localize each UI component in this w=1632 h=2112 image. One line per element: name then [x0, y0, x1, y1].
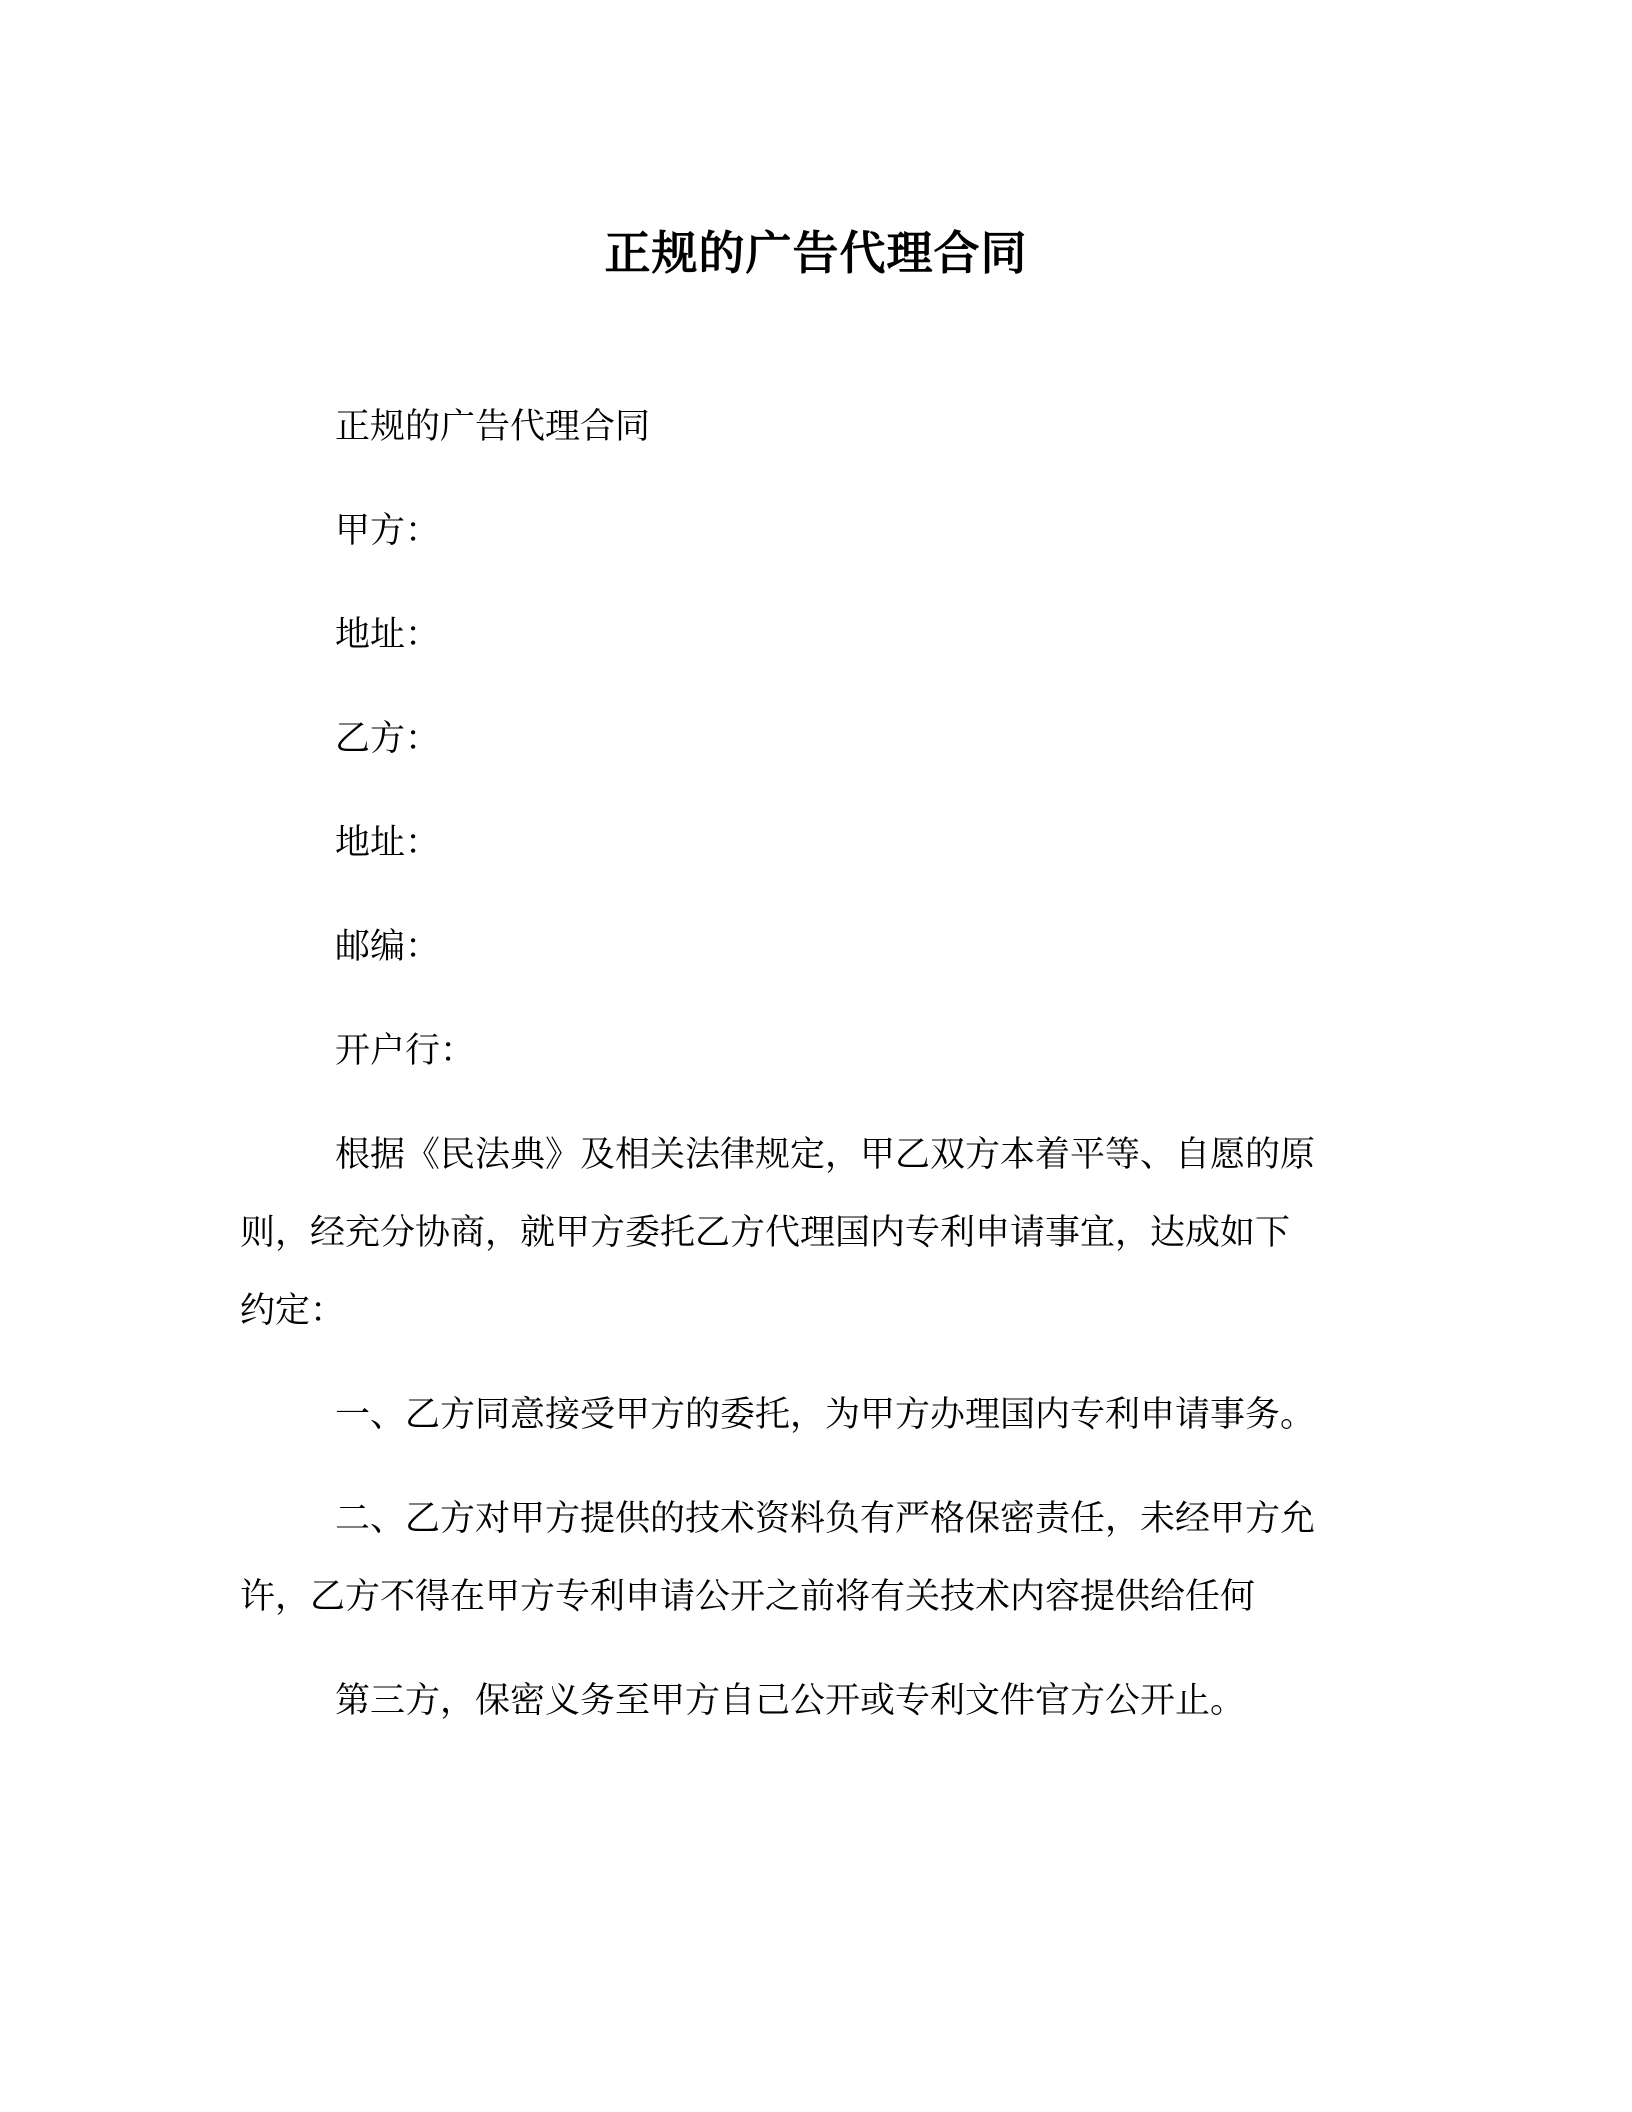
- paragraph-spacer: [240, 1454, 1390, 1480]
- preamble-paragraph: [240, 1116, 1390, 1350]
- preamble-line: 约定：: [240, 1291, 346, 1331]
- party-a-field: 甲方：: [335, 511, 441, 551]
- clause-1: 一、乙方同意接受甲方的委托，为甲方办理国内专利申请事务。: [335, 1395, 1316, 1435]
- clause-2-paragraph: [240, 1480, 1390, 1636]
- postcode-field: 邮编：: [335, 927, 441, 967]
- bank-field: 开户行：: [335, 1031, 476, 1071]
- preamble-line: 则，经充分协商，就甲方委托乙方代理国内专利申请事宜，达成如下: [240, 1213, 1291, 1253]
- preamble-line: 根据《民法典》及相关法律规定，甲乙双方本着平等、自愿的原: [335, 1135, 1316, 1175]
- document-body: [240, 388, 1390, 1740]
- clause-2-line: 二、乙方对甲方提供的技术资料负有严格保密责任，未经甲方允: [335, 1499, 1316, 1539]
- party-b-field: 乙方：: [335, 719, 441, 759]
- clause-3: 第三方，保密义务至甲方自己公开或专利文件官方公开止。: [335, 1681, 1246, 1721]
- clause-2-line: 许，乙方不得在甲方专利申请公开之前将有关技术内容提供给任何: [240, 1577, 1256, 1617]
- document-subtitle: 正规的广告代理合同: [335, 407, 651, 447]
- party-b-address-field: 地址：: [335, 823, 441, 863]
- paragraph-spacer: [240, 1350, 1390, 1376]
- document-title: 正规的广告代理合同: [604, 226, 1028, 280]
- paragraph-spacer: [240, 1636, 1390, 1662]
- party-a-address-field: 地址：: [335, 615, 441, 655]
